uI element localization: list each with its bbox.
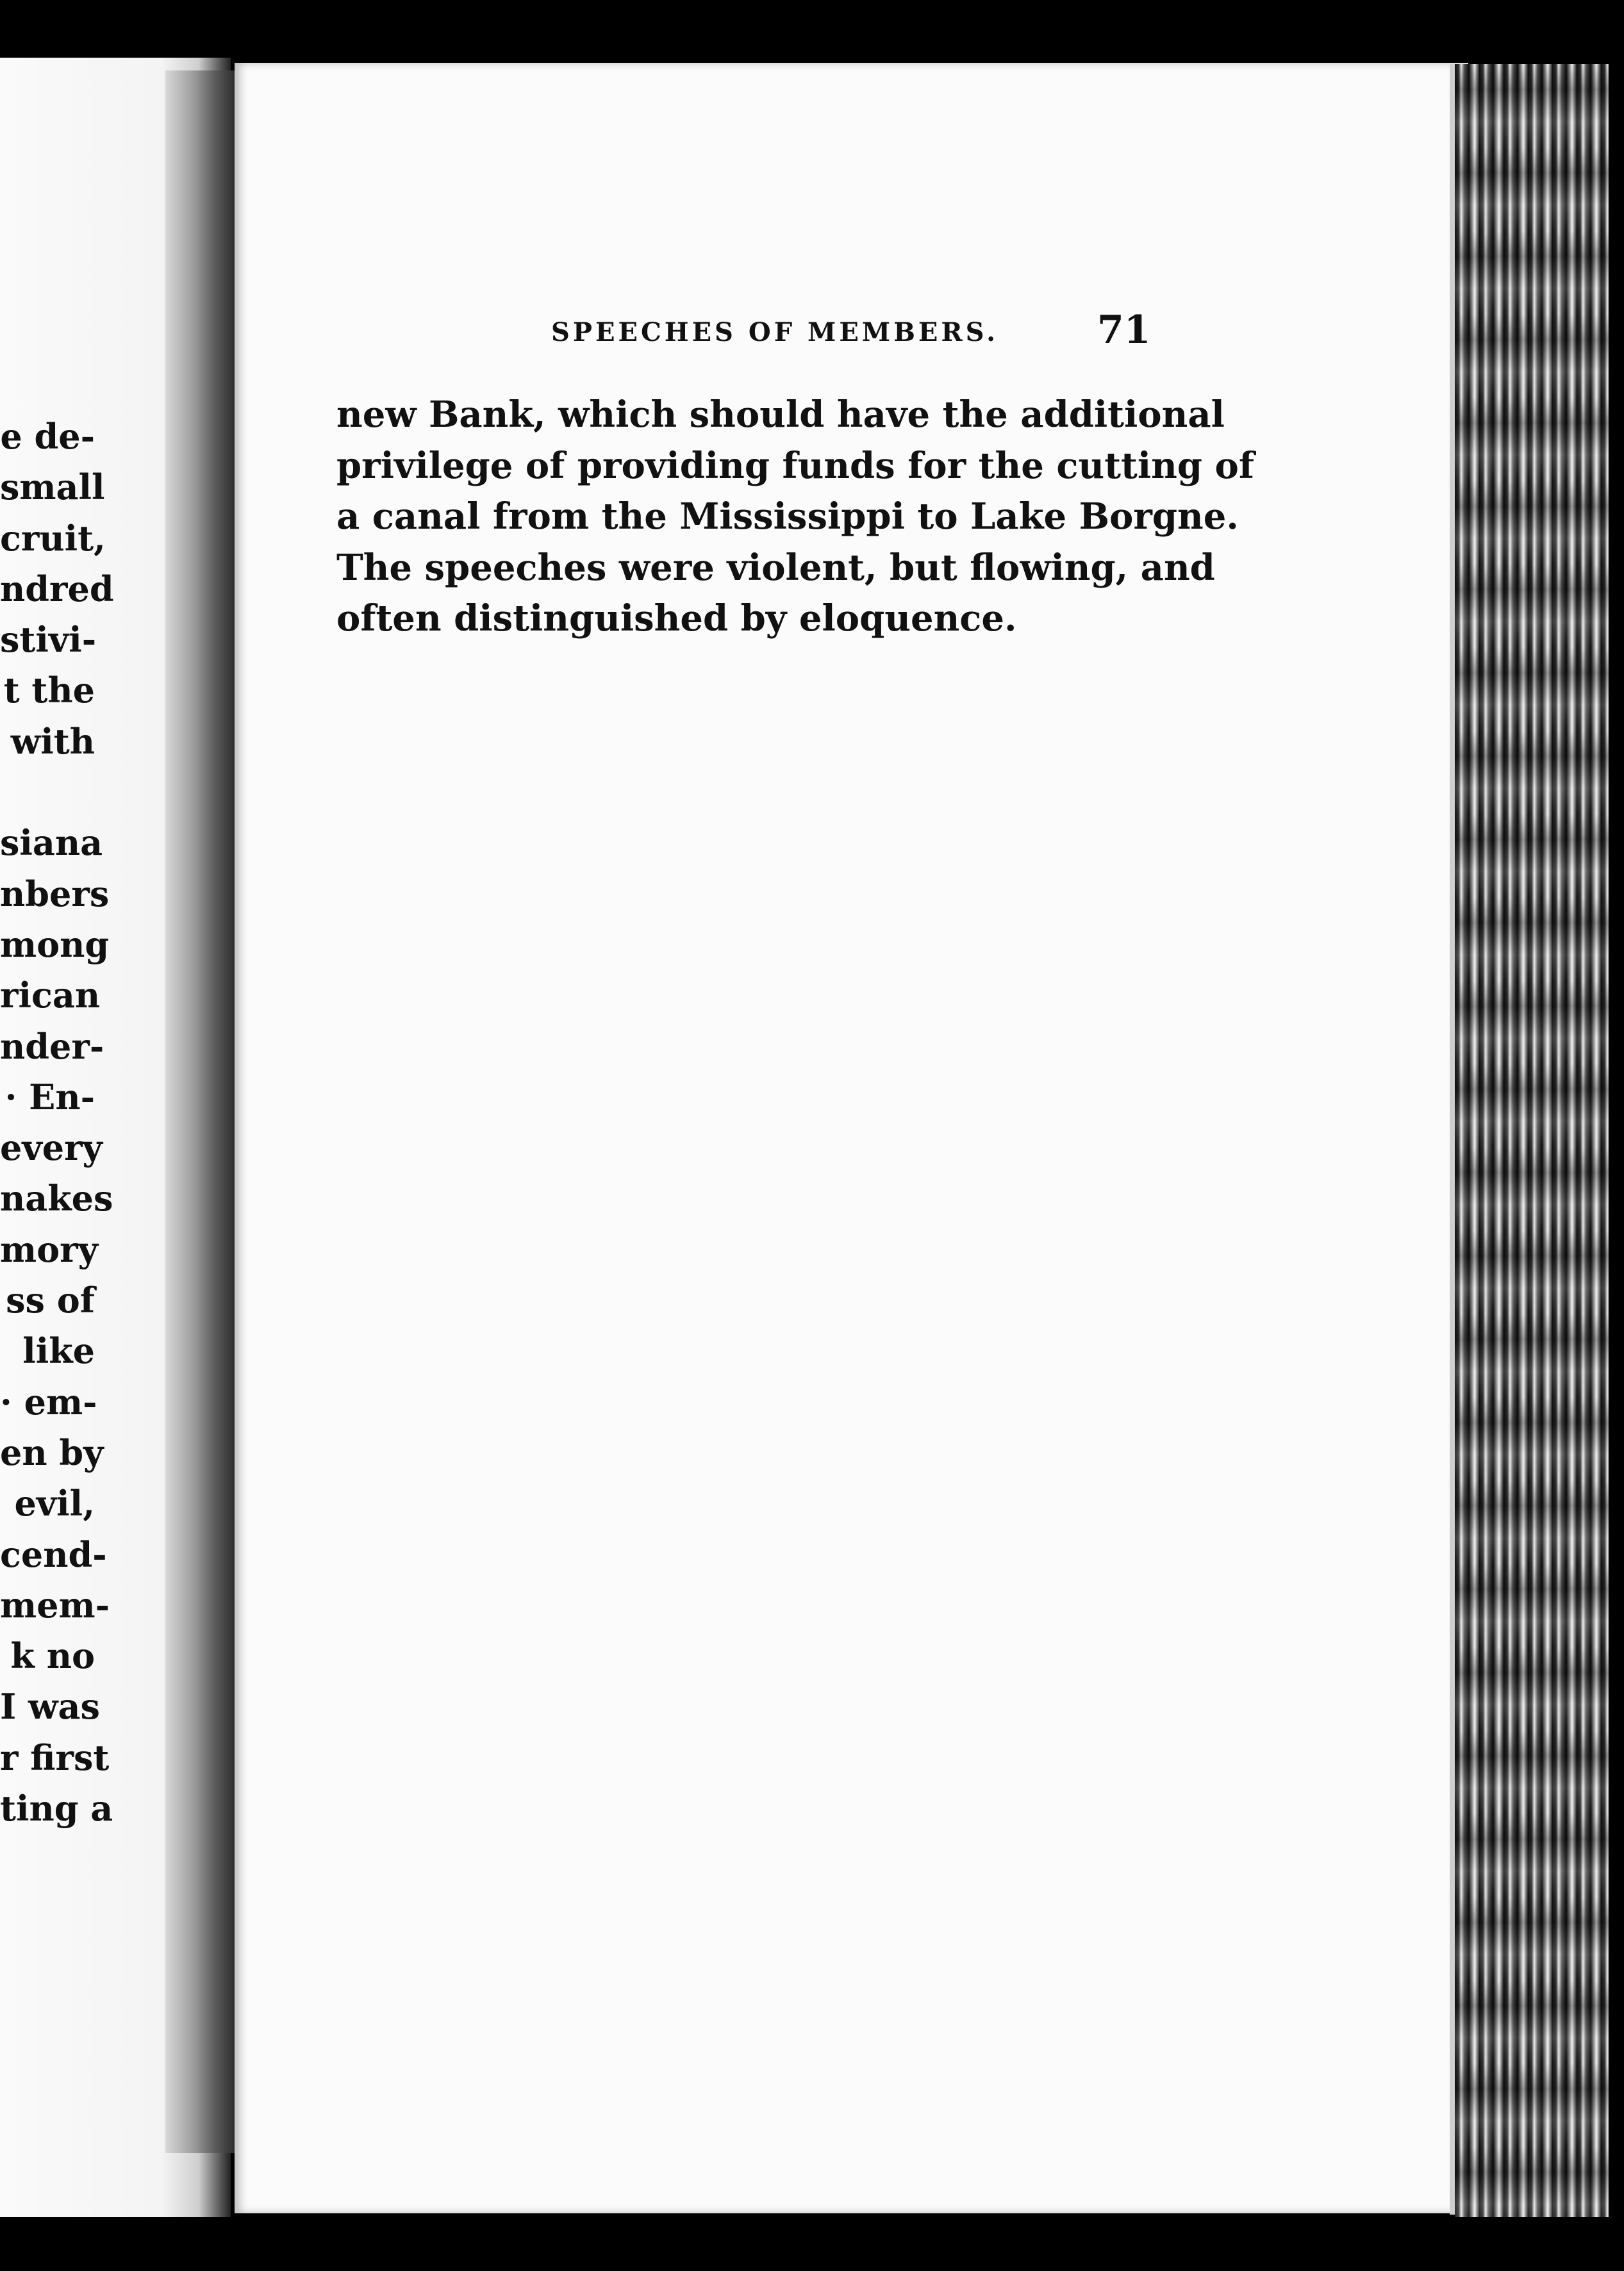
left-line: nakes — [0, 1178, 113, 1219]
left-line: nbers — [0, 873, 110, 914]
body-paragraph — [336, 390, 1254, 645]
text-line: often distinguished by eloquence. — [336, 597, 1017, 640]
left-line: r first — [0, 1737, 110, 1778]
left-line: cruit, — [0, 517, 106, 559]
left-line: siana — [0, 822, 103, 864]
right-page — [235, 63, 1468, 2213]
left-line: stivi- — [0, 619, 97, 661]
left-line: every — [0, 1127, 103, 1169]
page-number: 71 — [1097, 308, 1151, 352]
left-line: ss of — [6, 1280, 95, 1321]
left-line: I was — [0, 1686, 100, 1728]
text-line: privilege of providing funds for the cutting of — [336, 444, 1254, 487]
left-line: en by — [0, 1432, 104, 1473]
left-line: k no — [10, 1635, 95, 1677]
left-line: · em- — [0, 1381, 97, 1423]
left-line: like — [22, 1330, 95, 1372]
left-line — [0, 767, 95, 818]
left-line: small — [0, 467, 105, 508]
scan-border — [0, 2217, 1624, 2271]
left-line: ting a — [0, 1788, 113, 1829]
left-line: ndred — [0, 568, 114, 609]
left-line: e de- — [0, 416, 95, 457]
text-line: a canal from the Mississippi to Lake Borgne. — [336, 495, 1239, 538]
left-line: mory — [0, 1228, 98, 1270]
running-head: SPEECHES OF MEMBERS. — [551, 317, 999, 347]
text-line: new Bank, which should have the additional — [336, 393, 1225, 436]
left-line: nder- — [0, 1025, 104, 1067]
left-line: with — [10, 720, 95, 762]
left-line: cend- — [0, 1533, 107, 1575]
text-line: The speeches were violent, but flowing, and — [336, 546, 1215, 589]
left-line: rican — [0, 975, 101, 1016]
left-line: evil, — [14, 1483, 95, 1524]
left-line: mem- — [0, 1584, 110, 1626]
book-fore-edge-texture — [1455, 64, 1609, 2224]
left-line: mong — [0, 923, 110, 965]
left-page-text — [0, 411, 114, 1834]
left-line: · En- — [4, 1076, 95, 1118]
left-line: t the — [3, 670, 95, 711]
